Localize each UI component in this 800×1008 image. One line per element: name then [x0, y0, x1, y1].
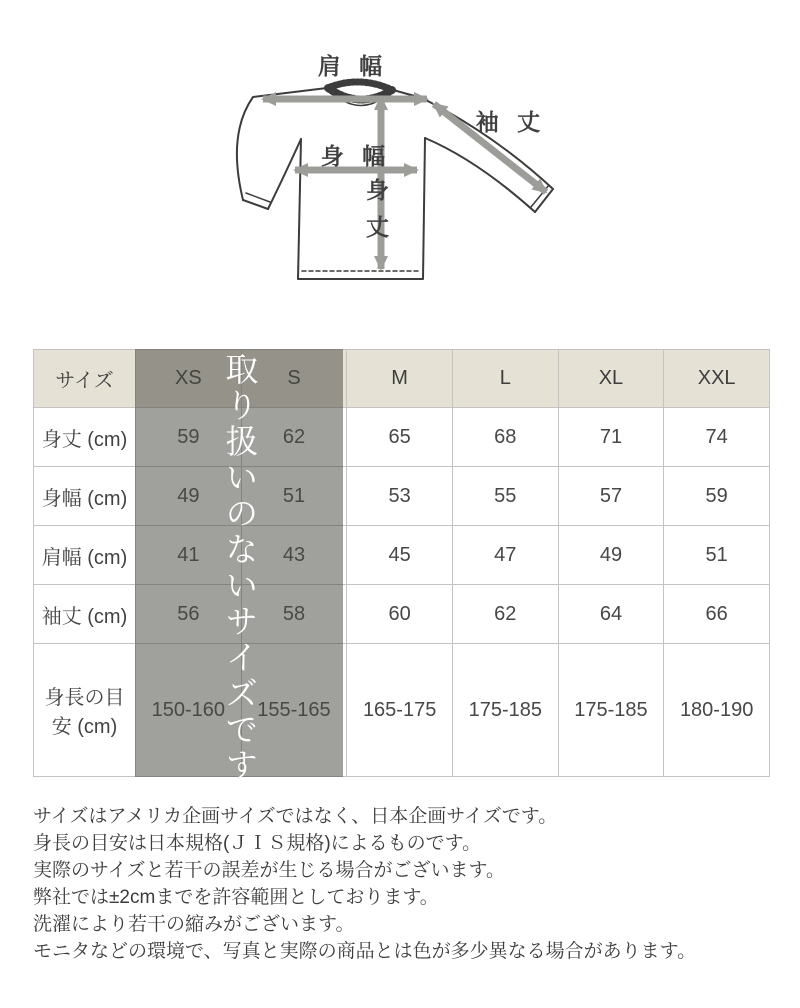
- measurement-row-label: 身丈 (cm): [34, 408, 136, 467]
- size-value-cell: 65: [347, 408, 453, 467]
- tshirt-measurement-diagram: [215, 42, 575, 294]
- size-value-cell: 59: [664, 467, 770, 526]
- measurement-row-label: 肩幅 (cm): [34, 526, 136, 585]
- size-value-cell: 68: [452, 408, 558, 467]
- size-value-cell: 71: [558, 408, 664, 467]
- note-line: 洗濯により若干の縮みがございます。: [33, 914, 355, 935]
- size-value-cell: 53: [347, 467, 453, 526]
- size-table-container: [33, 349, 770, 784]
- measurement-row-label: 身長の目安 (cm): [34, 644, 136, 777]
- size-column-header: M: [347, 350, 453, 408]
- size-value-cell: 175-185: [452, 644, 558, 777]
- size-column-header: サイズ: [34, 350, 136, 408]
- size-value-cell: 47: [452, 526, 558, 585]
- size-notes: [33, 803, 783, 965]
- note-line: 実際のサイズと若干の誤差が生じる場合がございます。: [33, 860, 505, 881]
- size-value-cell: 51: [664, 526, 770, 585]
- size-value-cell: 45: [347, 526, 453, 585]
- size-column-header: L: [452, 350, 558, 408]
- tshirt-illustration: [215, 42, 575, 294]
- size-value-cell: 55: [452, 467, 558, 526]
- note-line: モニタなどの環境で、写真と実際の商品とは色が多少異なる場合があります。: [33, 941, 697, 962]
- body-length-label: 身丈: [363, 178, 389, 252]
- size-value-cell: 175-185: [558, 644, 664, 777]
- measurement-row-label: 袖丈 (cm): [34, 585, 136, 644]
- note-line: サイズはアメリカ企画サイズではなく、日本企画サイズです。: [33, 806, 558, 827]
- size-value-cell: 57: [558, 467, 664, 526]
- size-value-cell: 74: [664, 408, 770, 467]
- sleeve-length-label: 袖 丈: [475, 109, 547, 135]
- unavailable-sizes-text: 取り扱いのないサイズです: [221, 352, 259, 784]
- size-value-cell: 180-190: [664, 644, 770, 777]
- size-value-cell: 62: [452, 585, 558, 644]
- note-line: 身長の目安は日本規格(ＪＩＳ規格)によるものです。: [33, 833, 482, 854]
- note-line: 弊社では±2cmまでを許容範囲としております。: [33, 887, 439, 908]
- size-column-header: XL: [558, 350, 664, 408]
- body-width-label: 身 幅: [320, 143, 392, 169]
- measurement-row-label: 身幅 (cm): [34, 467, 136, 526]
- size-value-cell: 64: [558, 585, 664, 644]
- size-value-cell: 49: [558, 526, 664, 585]
- size-value-cell: 165-175: [347, 644, 453, 777]
- size-value-cell: 66: [664, 585, 770, 644]
- size-column-header: XXL: [664, 350, 770, 408]
- shoulder-width-label: 肩 幅: [317, 53, 389, 79]
- size-value-cell: 60: [347, 585, 453, 644]
- unavailable-sizes-overlay: [135, 349, 343, 784]
